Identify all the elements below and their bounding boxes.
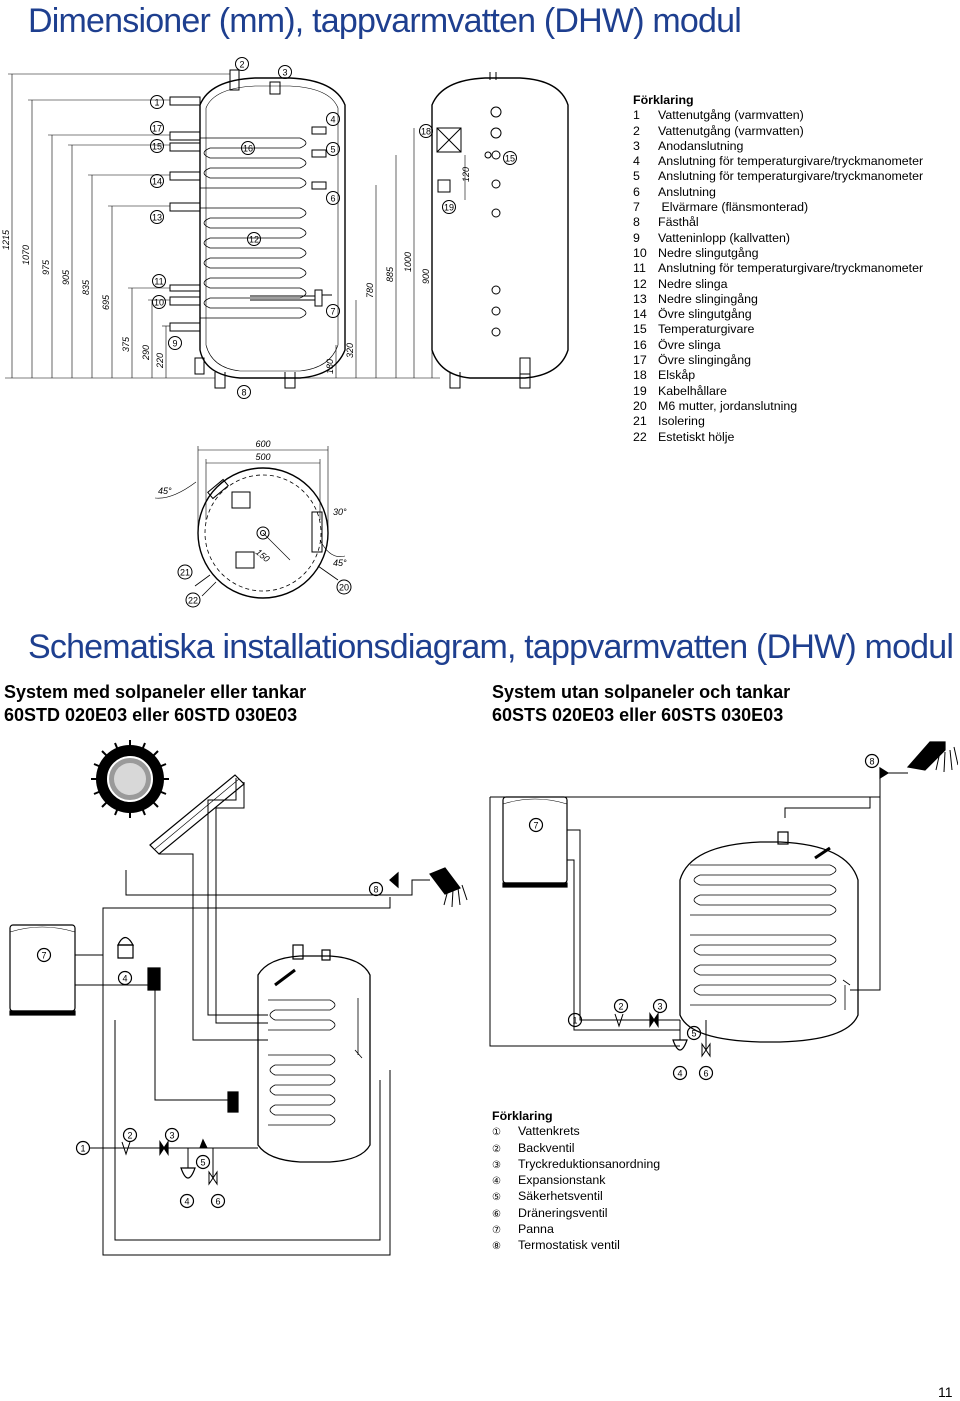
shower-head-right <box>908 742 958 772</box>
dim-900: 900 <box>421 268 431 284</box>
svg-text:16: 16 <box>242 143 254 154</box>
angle-30: 30° <box>333 507 347 517</box>
marker-6-left <box>212 1195 225 1208</box>
boiler-tank-right <box>503 797 567 887</box>
svg-text:5: 5 <box>200 1157 206 1168</box>
legend-item-text: Nedre slingutgång <box>658 245 759 260</box>
legend-item <box>633 185 923 200</box>
schematic-legend-item <box>492 1173 660 1189</box>
legend-item <box>633 414 923 429</box>
dimensions-title: Dimensioner (mm), tappvarmvatten (DHW) modul <box>28 2 741 40</box>
marker-5-left <box>197 1156 210 1169</box>
schematic-legend-text: Dräneringsventil <box>518 1205 608 1220</box>
schematic-legend-text: Tryckreduktionsanordning <box>518 1156 661 1171</box>
dim-180: 180 <box>325 358 335 374</box>
right-dimension-values <box>325 167 471 374</box>
legend-item-text: Estetiskt hölje <box>658 429 735 444</box>
schematic-legend-item <box>492 1189 660 1205</box>
schematic-legend-item <box>492 1222 660 1238</box>
svg-text:5: 5 <box>691 1028 697 1039</box>
dim-975: 975 <box>41 259 51 275</box>
dim-375: 375 <box>121 336 131 352</box>
legend-item <box>633 399 923 414</box>
legend-item-number: 22 <box>633 429 647 444</box>
svg-text:8: 8 <box>241 387 247 398</box>
legend-item-text: Isolering <box>658 414 705 429</box>
callout-13 <box>151 211 164 224</box>
schematic-legend-marker: ① <box>492 1127 501 1139</box>
dim-500: 500 <box>255 452 271 462</box>
callout-6 <box>327 192 340 205</box>
schematic-legend-text: Expansionstank <box>518 1173 606 1188</box>
schematic-legend-text: Panna <box>518 1222 554 1237</box>
legend-item <box>633 307 923 322</box>
marker-1-left <box>77 1142 90 1155</box>
schematic-legend-marker: ⑤ <box>492 1192 501 1204</box>
right-dimension-lines <box>300 128 440 378</box>
svg-text:7: 7 <box>41 950 47 961</box>
legend-item-number: 7 <box>633 200 640 215</box>
schematic-system-without-solar <box>480 735 958 1090</box>
marker-2-left <box>124 1129 137 1142</box>
legend-item <box>633 292 923 307</box>
left-dimension-lines <box>5 74 230 378</box>
callout-12 <box>248 233 261 246</box>
legend-item <box>633 261 923 276</box>
legend-rows <box>633 108 923 445</box>
legend-item-text: Elskåp <box>658 368 696 383</box>
boiler-tank <box>10 925 75 1015</box>
legend-item <box>633 277 923 292</box>
legend-item <box>633 322 923 337</box>
callout-1 <box>151 96 164 109</box>
legend-item-text: Övre slinga <box>658 337 721 352</box>
schematic-solar-system <box>0 735 490 1265</box>
svg-text:20: 20 <box>338 582 350 593</box>
marker-2-right <box>615 1000 628 1013</box>
callout-5 <box>327 143 340 156</box>
tank-callouts <box>151 58 517 399</box>
legend-item-number: 9 <box>633 230 640 245</box>
legend-item <box>633 430 923 445</box>
legend-item-text: M6 mutter, jordanslutning <box>658 398 798 413</box>
dimensions-drawing <box>0 55 625 615</box>
legend-item-text: Temperaturgivare <box>658 322 755 337</box>
system-right-title: System utan solpaneler och tankar <box>492 682 791 702</box>
storage-tank-left <box>258 945 370 1162</box>
system-right-model: 60STS 020E03 eller 60STS 030E03 <box>492 705 784 725</box>
callout-17 <box>151 122 164 135</box>
legend-item-text: Övre slingutgång <box>658 307 752 322</box>
svg-text:3: 3 <box>169 1130 175 1141</box>
svg-text:5: 5 <box>330 144 336 155</box>
legend-item-number: 16 <box>633 337 647 352</box>
left-dimension-values <box>1 229 165 369</box>
svg-text:1: 1 <box>154 97 160 108</box>
dim-1070: 1070 <box>21 244 31 265</box>
dim-780: 780 <box>365 282 375 298</box>
legend-item <box>633 231 923 246</box>
legend-item <box>633 353 923 368</box>
callout-8 <box>238 386 251 399</box>
schematic-legend-item <box>492 1124 660 1140</box>
marker-7-left <box>38 949 51 962</box>
schematic-legend <box>492 1109 660 1255</box>
svg-text:13: 13 <box>151 212 163 223</box>
marker-3-right <box>654 1000 667 1013</box>
legend-item-text: Anslutning för temperaturgivare/tryckmanometer <box>658 169 924 184</box>
legend-item <box>633 124 923 139</box>
legend-item-number: 1 <box>633 108 640 123</box>
svg-text:2: 2 <box>618 1001 624 1012</box>
dim-290: 290 <box>141 344 151 360</box>
angle-45a: 45° <box>158 486 172 496</box>
svg-text:1: 1 <box>80 1143 86 1154</box>
svg-text:9: 9 <box>172 338 178 349</box>
system-left-heading <box>4 681 306 727</box>
dim-835: 835 <box>81 279 91 295</box>
page-number: 11 <box>938 1384 953 1400</box>
solar-collector <box>150 775 244 854</box>
legend-item-number: 20 <box>633 398 647 413</box>
svg-text:12: 12 <box>248 234 260 245</box>
legend-item-number: 17 <box>633 353 647 368</box>
callout-19 <box>443 201 456 214</box>
legend-item-text: Vatteninlopp (kallvatten) <box>658 230 791 245</box>
front-tank-view <box>170 67 345 388</box>
legend-item-text: Kabelhållare <box>658 383 727 398</box>
marker-5-right <box>688 1027 701 1040</box>
schematic-legend-marker: ⑧ <box>492 1241 501 1253</box>
svg-text:17: 17 <box>151 123 163 134</box>
callout-2 <box>236 58 249 71</box>
legend-item-text: Anslutning för temperaturgivare/tryckmanometer <box>658 154 924 169</box>
dim-885: 885 <box>385 266 395 282</box>
legend-item <box>633 139 923 154</box>
legend-title: Förklaring <box>633 93 694 107</box>
legend-item-number: 19 <box>633 383 647 398</box>
legend-item <box>633 215 923 230</box>
dim-1000: 1000 <box>403 251 413 272</box>
legend-item-number: 6 <box>633 184 640 199</box>
legend-item-number: 21 <box>633 414 647 429</box>
legend-item-number: 8 <box>633 215 640 230</box>
side-tank-view <box>432 72 568 388</box>
callout-15b <box>504 152 517 165</box>
legend-item <box>633 368 923 383</box>
legend-item-text: Anodanslutning <box>658 138 744 153</box>
dim-905: 905 <box>61 269 71 285</box>
callout-10 <box>153 296 166 309</box>
svg-text:7: 7 <box>533 820 539 831</box>
marker-7-right <box>530 819 543 832</box>
schematic-legend-item <box>492 1206 660 1222</box>
system-right-heading <box>492 681 790 727</box>
callout-21 <box>178 565 192 579</box>
legend-item-text: Vattenutgång (varmvatten) <box>658 108 804 123</box>
svg-text:6: 6 <box>703 1068 709 1079</box>
schematic-legend-text: Backventil <box>518 1140 575 1155</box>
legend-item-text: Elvärmare (flänsmonterad) <box>658 200 809 215</box>
callout-20 <box>337 580 351 594</box>
legend-item-number: 11 <box>633 261 646 276</box>
schematic-legend-marker: ⑥ <box>492 1208 501 1220</box>
svg-text:3: 3 <box>282 67 288 78</box>
dim-220: 220 <box>155 352 165 368</box>
svg-text:15: 15 <box>151 141 163 152</box>
legend-item-text: Övre slingingång <box>658 353 751 368</box>
dimensions-legend <box>633 93 923 445</box>
callout-22 <box>186 593 200 607</box>
shower-head-left <box>430 868 467 907</box>
svg-text:3: 3 <box>657 1001 663 1012</box>
svg-text:1: 1 <box>572 1015 578 1026</box>
radius-150: 150 <box>253 546 272 565</box>
legend-item-number: 14 <box>633 307 647 322</box>
schematic-legend-marker: ② <box>492 1143 501 1155</box>
schematic-legend-marker: ③ <box>492 1159 501 1171</box>
svg-text:8: 8 <box>373 884 379 895</box>
callout-15 <box>151 140 164 153</box>
expansion-tank-top <box>118 938 133 959</box>
callout-18 <box>420 125 433 138</box>
dim-600: 600 <box>255 439 271 449</box>
svg-text:8: 8 <box>869 756 875 767</box>
marker-4-right <box>674 1067 687 1080</box>
svg-text:21: 21 <box>179 567 191 578</box>
legend-item-number: 4 <box>633 154 640 169</box>
schematic-legend-text: Termostatisk ventil <box>518 1238 620 1253</box>
schematic-legend-item <box>492 1141 660 1157</box>
marker-8-right <box>866 755 879 768</box>
svg-text:4: 4 <box>122 973 128 984</box>
svg-text:14: 14 <box>151 176 163 187</box>
svg-text:10: 10 <box>153 297 165 308</box>
system-left-model: 60STD 020E03 eller 60STD 030E03 <box>4 705 298 725</box>
schematic-legend-marker: ④ <box>492 1176 501 1188</box>
schematic-legend-rows <box>492 1124 660 1254</box>
svg-text:4: 4 <box>677 1068 683 1079</box>
legend-item <box>633 108 923 123</box>
callout-14 <box>151 175 164 188</box>
dim-120: 120 <box>461 166 471 182</box>
legend-item-number: 2 <box>633 123 640 138</box>
legend-item-text: Nedre slinga <box>658 276 728 291</box>
schematics-title: Schematiska installationsdiagram, tappvarmvatten (DHW) modul <box>28 628 954 666</box>
storage-tank-right <box>680 832 858 1042</box>
legend-item <box>633 154 923 169</box>
svg-text:7: 7 <box>330 306 336 317</box>
callout-11 <box>153 275 166 288</box>
schematic-right-markers <box>530 755 879 1080</box>
sun-icon <box>91 740 169 818</box>
angle-45b: 45° <box>333 558 347 568</box>
svg-text:22: 22 <box>187 595 199 606</box>
callout-16 <box>242 142 255 155</box>
dim-695: 695 <box>101 294 111 310</box>
marker-4-left <box>181 1195 194 1208</box>
dim-1215: 1215 <box>1 229 11 250</box>
legend-item-number: 10 <box>633 245 647 260</box>
marker-4-top-left <box>119 972 132 985</box>
schematic-left-markers <box>38 883 383 1208</box>
callout-9 <box>169 337 182 350</box>
callout-4 <box>327 113 340 126</box>
schematic-legend-item <box>492 1238 660 1254</box>
legend-item-text: Anslutning <box>658 184 716 199</box>
legend-item-number: 3 <box>633 138 640 153</box>
marker-6-right <box>700 1067 713 1080</box>
legend-item-text: Nedre slingingång <box>658 291 758 306</box>
schematic-legend-title: Förklaring <box>492 1109 553 1123</box>
callout-3 <box>279 66 292 79</box>
callout-7 <box>327 305 340 318</box>
svg-text:15: 15 <box>504 153 516 164</box>
svg-text:4: 4 <box>184 1196 190 1207</box>
legend-item-number: 15 <box>633 322 647 337</box>
schematic-legend-text: Säkerhetsventil <box>518 1189 603 1204</box>
svg-text:2: 2 <box>127 1130 133 1141</box>
legend-item <box>633 169 923 184</box>
marker-3-left <box>166 1129 179 1142</box>
svg-text:18: 18 <box>420 126 432 137</box>
dim-320: 320 <box>345 342 355 358</box>
schematic-legend-marker: ⑦ <box>492 1225 501 1237</box>
legend-item-text: Fästhål <box>658 215 699 230</box>
svg-text:6: 6 <box>330 193 336 204</box>
legend-item <box>633 246 923 261</box>
svg-text:2: 2 <box>239 59 245 70</box>
svg-text:4: 4 <box>330 114 336 125</box>
svg-text:6: 6 <box>215 1196 221 1207</box>
legend-item-number: 5 <box>633 169 640 184</box>
legend-item <box>633 200 923 215</box>
legend-item-number: 13 <box>633 291 647 306</box>
svg-text:11: 11 <box>154 276 164 287</box>
legend-item-number: 12 <box>633 276 647 291</box>
svg-text:19: 19 <box>443 202 455 213</box>
legend-item <box>633 338 923 353</box>
system-left-title: System med solpaneler eller tankar <box>4 682 307 702</box>
legend-item-number: 18 <box>633 368 647 383</box>
marker-8-left <box>370 883 383 896</box>
legend-item-text: Vattenutgång (varmvatten) <box>658 123 804 138</box>
legend-item <box>633 384 923 399</box>
legend-item-text: Anslutning för temperaturgivare/tryckmanometer <box>658 261 924 276</box>
schematic-legend-text: Vattenkrets <box>518 1124 580 1139</box>
schematic-legend-item <box>492 1157 660 1173</box>
